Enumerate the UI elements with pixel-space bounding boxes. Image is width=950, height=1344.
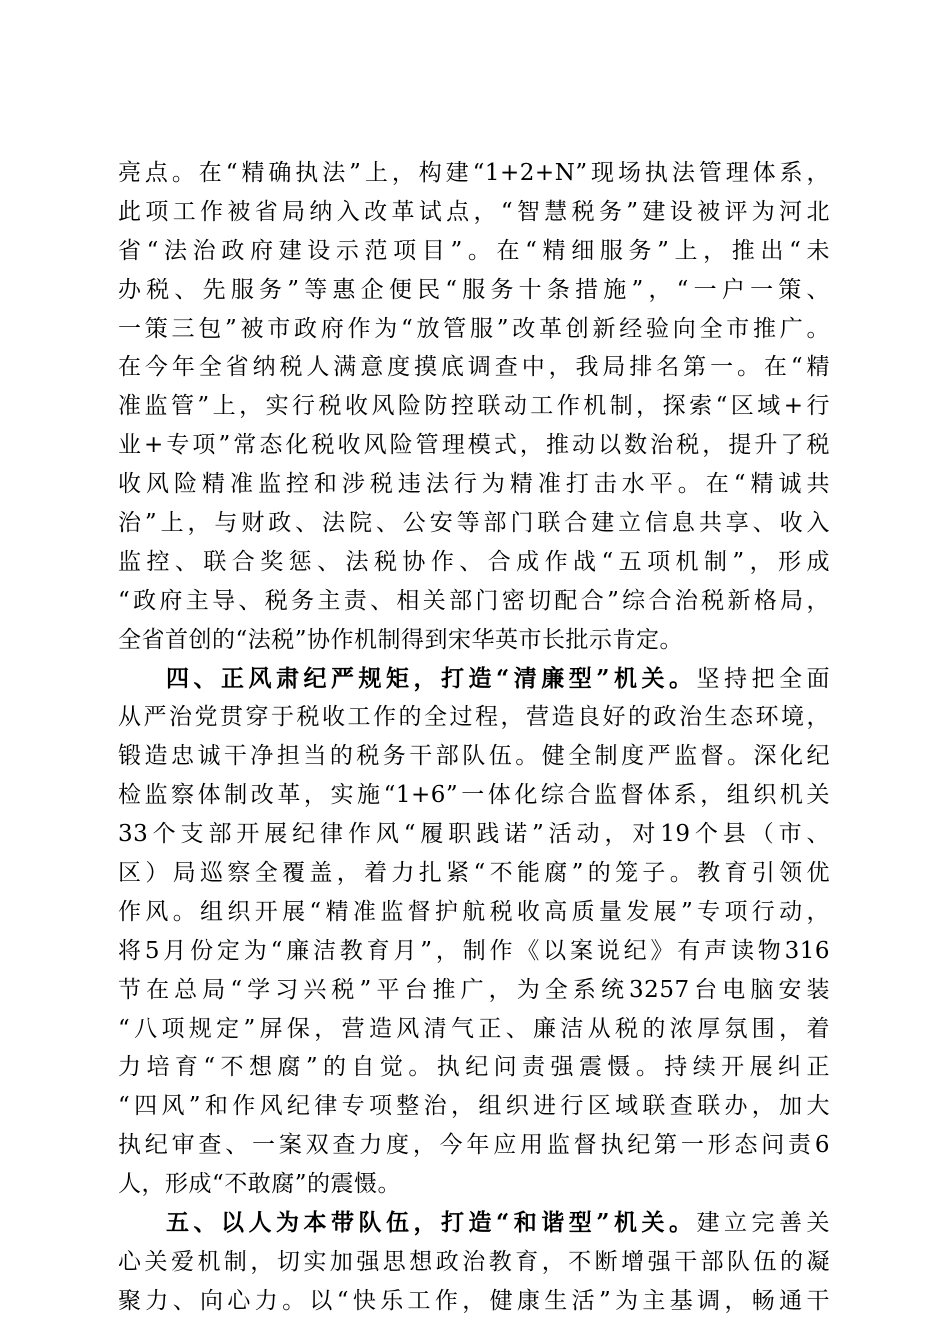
paragraph-line: 收风险精准监控和涉税违法行为精准打击水平。在“精诚共 (118, 471, 830, 498)
paragraph-line: 办税、先服务”等惠企便民“服务十条措施”，“一户一策、 (118, 276, 830, 303)
paragraph-line: 人，形成“不敢腐”的震慑。 (118, 1171, 402, 1198)
paragraph-line: “政府主导、税务主责、相关部门密切配合”综合治税新格局， (118, 587, 830, 614)
paragraph-line: 省“法治政府建设示范项目”。在“精细服务”上，推出“未 (118, 237, 830, 264)
paragraph-line: 执纪审查、一案双查力度，今年应用监督执纪第一形态问责6 (118, 1132, 830, 1159)
paragraph-line: 亮点。在“精确执法”上，构建“1+2+N”现场执法管理体系， (118, 160, 830, 186)
paragraph-line: 力培育“不想腐”的自觉。执纪问责强震慑。持续开展纠正 (118, 1054, 830, 1081)
paragraph-line: 业+专项”常态化税收风险管理模式，推动以数治税，提升了税 (118, 432, 830, 459)
paragraph-line: 全省首创的“法税”协作机制得到宋华英市长批示肯定。 (118, 626, 684, 653)
section-5-heading: 五、以人为本带队伍，打造“和谐型”机关。 (166, 1209, 697, 1237)
section-4-first-line (118, 660, 830, 699)
paragraph-line: 此项工作被省局纳入改革试点，“智慧税务”建设被评为河北 (118, 198, 830, 225)
section-5-first-line-rest: 建立完善关 (696, 1210, 831, 1237)
paragraph-line: 区）局巡察全覆盖，着力扎紧“不能腐”的笼子。教育引领优 (118, 860, 830, 887)
paragraph-line: 一策三包”被市政府作为“放管服”改革创新经验向全市推广。 (118, 315, 830, 342)
paragraph-line: 聚力、向心力。以“快乐工作，健康生活”为主基调，畅通干 (118, 1287, 830, 1314)
section-4-heading: 四、正风肃纪严规矩，打造“清廉型”机关。 (166, 664, 697, 692)
paragraph-line: 33个支部开展纪律作风“履职践诺”活动，对19个县（市、 (118, 821, 830, 848)
paragraph-line: 从严治党贯穿于税收工作的全过程，营造良好的政治生态环境， (118, 704, 830, 731)
paragraph-line: 心关爱机制，切实加强思想政治教育，不断增强干部队伍的凝 (118, 1248, 830, 1275)
paragraph-line: 节在总局“学习兴税”平台推广，为全系统3257台电脑安装 (118, 976, 830, 1003)
paragraph-line: 监控、联合奖惩、法税协作、合成作战“五项机制”，形成 (118, 548, 830, 575)
section-5-first-line (118, 1204, 830, 1243)
paragraph-line: “八项规定”屏保，营造风清气正、廉洁从税的浓厚氛围，着 (118, 1015, 830, 1042)
paragraph-line: 锻造忠诚干净担当的税务干部队伍。健全制度严监督。深化纪 (118, 743, 830, 770)
paragraph-line: 将5月份定为“廉洁教育月”，制作《以案说纪》有声读物316 (118, 937, 830, 964)
paragraph-line: 检监察体制改革，实施“1+6”一体化综合监督体系，组织机关 (118, 782, 830, 809)
paragraph-line: 作风。组织开展“精准监督护航税收高质量发展”专项行动， (118, 898, 830, 925)
section-4-first-line-rest: 坚持把全面 (696, 665, 831, 692)
paragraph-line: “四风”和作风纪律专项整治，组织进行区域联查联办，加大 (118, 1093, 830, 1120)
paragraph-line: 准监管”上，实行税收风险防控联动工作机制，探索“区域+行 (118, 393, 830, 420)
paragraph-line: 在今年全省纳税人满意度摸底调查中，我局排名第一。在“精 (118, 354, 830, 381)
paragraph-line: 治”上，与财政、法院、公安等部门联合建立信息共享、收入 (118, 510, 830, 537)
document-body (118, 154, 830, 1321)
